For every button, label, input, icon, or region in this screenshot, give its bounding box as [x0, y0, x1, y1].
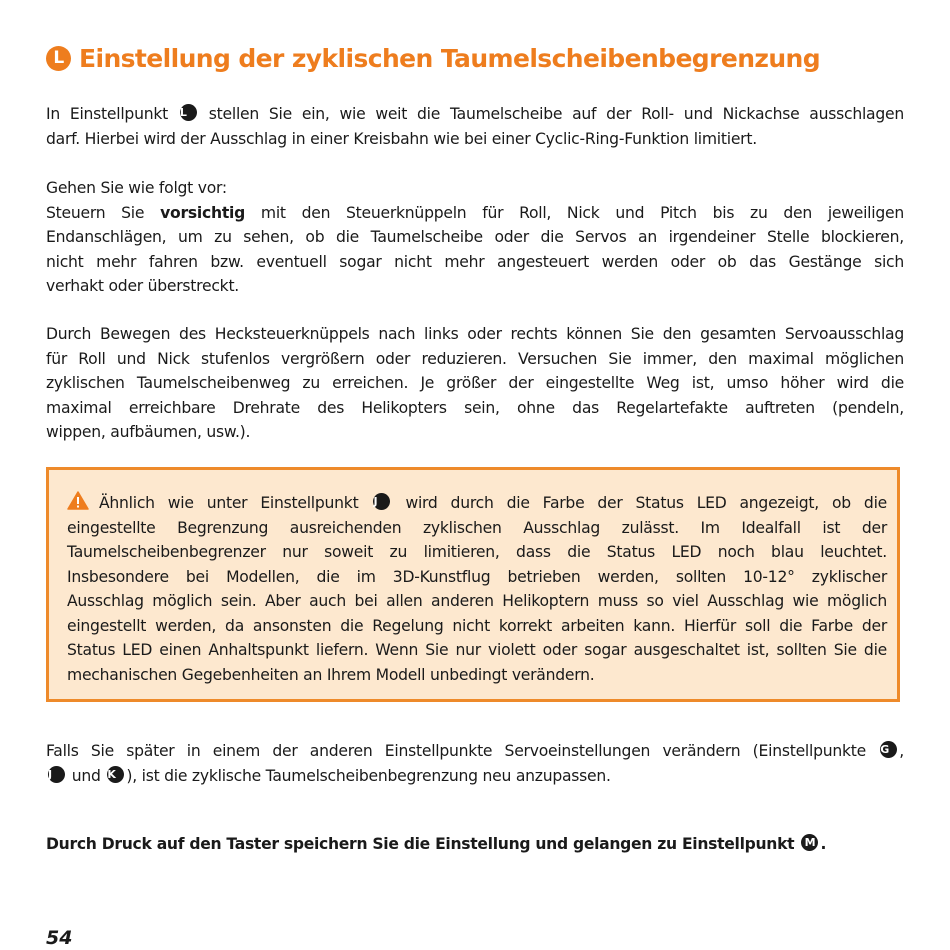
adjust-line-3: zyklischen Taumelscheibenweg zu erreichen. Je größer der eingestellte Weg ist, umso höher wird die — [46, 374, 904, 392]
adjust-line-5: wippen, aufbäumen, usw.). — [46, 423, 251, 441]
warning-line-4: Insbesondere bei Modellen, die im 3D-Kunstflug betrieben werden, sollten 10-12° zyklischer — [67, 567, 887, 586]
warning-line-2: eingestellte Begrenzung ausreichenden zyklischen Ausschlag zulässt. Im Idealfall ist der — [67, 518, 887, 537]
procedure-line-1: Gehen Sie wie folgt vor: — [46, 179, 227, 197]
step-badge-j: J — [373, 493, 390, 510]
warning-line-6: eingestellt werden, da ansonsten die Regelung nicht korrekt arbeiten kann. Hierfür soll die Farbe der — [67, 616, 887, 635]
warning-triangle-icon — [67, 491, 89, 510]
warning-box — [46, 467, 900, 702]
step-badge-j-ref: J — [48, 766, 65, 783]
step-badge-m: M — [801, 834, 818, 851]
warning-line-5: Ausschlag möglich sein. Aber auch bei allen anderen Helikoptern muss so viel Ausschlag wie möglich — [67, 592, 887, 610]
section-title: Einstellung der zyklischen Taumelscheibenbegrenzung — [79, 44, 821, 73]
step-badge-k: K — [107, 766, 124, 783]
page-number: 54 — [46, 927, 73, 949]
step-badge-g: G — [880, 741, 897, 758]
intro-line-1: In Einstellpunkt L stellen Sie ein, wie weit die Taumelscheibe auf der Roll- und Nickachse ausschlagen — [46, 105, 904, 123]
warning-line-8: mechanischen Gegebenheiten an Ihrem Modell unbedingt verändern. — [67, 665, 595, 684]
later-paragraph — [46, 739, 904, 788]
warning-line-1: Ähnlich wie unter Einstellpunkt J wird durch die Farbe der Status LED angezeigt, ob die — [67, 491, 887, 516]
later-line-1: Falls Sie später in einem der anderen Einstellpunkte Servoeinstellungen verändern (Einstellpunkte G , — [46, 742, 904, 760]
adjust-paragraph — [46, 322, 904, 445]
procedure-line-2: Steuern Sie vorsichtig mit den Steuerknüppeln für Roll, Nick und Pitch bis zu den jeweiligen — [46, 203, 904, 222]
emphasis-vorsichtig: vorsichtig — [160, 203, 246, 222]
adjust-line-4: maximal erreichbare Drehrate des Helikopters sein, ohne das Regelartefakte auftreten (pendeln, — [46, 398, 904, 417]
final-instruction: Durch Druck auf den Taster speichern Sie die Einstellung und gelangen zu Einstellpunkt M . — [46, 835, 827, 853]
warning-line-3: Taumelscheibenbegrenzer nur soweit zu limitieren, dass die Status LED noch blau leuchtet. — [67, 543, 887, 561]
procedure-line-3: Endanschlägen, um zu sehen, ob die Taumelscheibe oder die Servos an irgendeiner Stelle blockieren, — [46, 228, 904, 246]
procedure-line-5: verhakt oder überstreckt. — [46, 277, 240, 295]
later-line-2: J und K ), ist die zyklische Taumelscheibenbegrenzung neu anzupassen. — [48, 766, 611, 785]
intro-paragraph — [46, 102, 904, 151]
step-badge-l: L — [46, 46, 71, 71]
step-badge-l-inline: L — [180, 104, 197, 121]
adjust-line-2: für Roll und Nick stufenlos vergrößern oder reduzieren. Versuchen Sie immer, den maximal möglichen — [46, 349, 904, 368]
procedure-line-4: nicht mehr fahren bzw. eventuell sogar nicht mehr angesteuert werden oder ob das Gestänge sich — [46, 252, 904, 271]
procedure-paragraph — [46, 176, 904, 299]
intro-line-2: darf. Hierbei wird der Ausschlag in einer Kreisbahn wie bei einer Cyclic-Ring-Funktion limitiert. — [46, 129, 757, 148]
warning-line-7: Status LED einen Anhaltspunkt liefern. Wenn Sie nur violett oder sogar ausgeschaltet ist, sollten Sie die — [67, 641, 887, 659]
section-heading — [46, 44, 916, 73]
adjust-line-1: Durch Bewegen des Hecksteuerknüppels nach links oder rechts können Sie den gesamten Servoausschlag — [46, 325, 904, 343]
